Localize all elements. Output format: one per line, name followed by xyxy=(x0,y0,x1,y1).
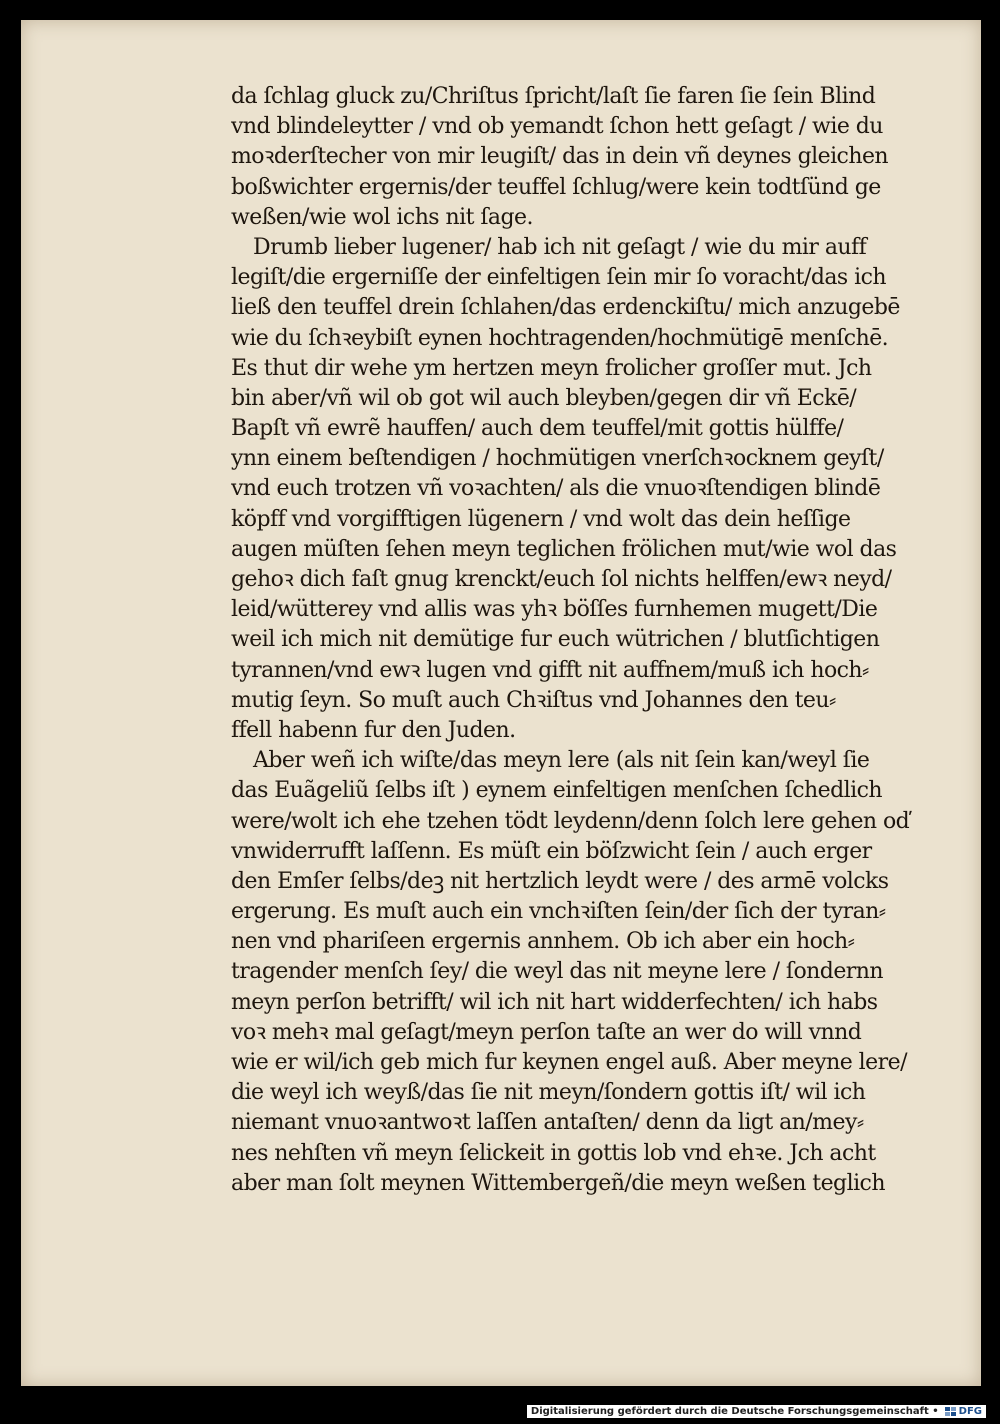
text-line: vnd euch trotzen vñ voꝛachten/ als die vnuoꝛſtendigen blindē xyxy=(231,476,881,502)
text-line: tyrannen/vnd ewꝛ lugen vnd gifft nit auffnem/muß ich hoch⸗ xyxy=(231,657,869,683)
text-line: Es thut dir wehe ym hertzen meyn frolicher groſſer mut. Jch xyxy=(231,355,872,381)
footer-credit-text: Digitalisierung gefördert durch die Deutsche Forschungsgemeinschaft • xyxy=(530,1406,939,1417)
text-line: köpff vnd vorgifftigen lügenern / vnd wolt das dein heſſige xyxy=(231,506,851,532)
text-line: meyn perſon betrifft/ wil ich nit hart widderfechten/ ich habs xyxy=(231,989,878,1015)
text-line: vnwiderrufft laſſenn. Es müſt ein böſzwicht ſein / auch erger xyxy=(231,838,872,864)
text-line: nes nehſten vñ meyn ſelickeit in gottis lob vnd ehꝛe. Jch acht xyxy=(231,1140,876,1166)
text-line: boßwichter ergernis/der teuffel ſchlug/were kein todtſünd ge xyxy=(231,174,881,200)
text-line: ynn einem beſtendigen / hochmütigen vnerſchꝛocknem geyſt/ xyxy=(231,446,884,472)
text-line: tragender menſch ſey/ die weyl das nit meyne lere / ſondernn xyxy=(231,959,883,985)
text-line: den Emſer ſelbs/deꝫ nit hertzlich leydt were / des armē volcks xyxy=(231,868,889,894)
text-line: wie er wil/ich geb mich fur keynen engel auß. Aber meyne lere/ xyxy=(231,1050,907,1075)
text-line: voꝛ mehꝛ mal geſagt/meyn perſon taſte an wer do will vnnd xyxy=(231,1019,862,1045)
text-line: gehoꝛ dich faſt gnug krenckt/euch ſol nichts helffen/ewꝛ neyd/ xyxy=(231,567,892,592)
text-block xyxy=(231,82,931,1199)
text-line: weil ich mich nit demütige fur euch wütrichen / blutſichtigen xyxy=(231,627,880,653)
text-line: wie du ſchꝛeybiſt eynen hochtragenden/hochmütigē menſchē. xyxy=(231,325,889,351)
text-line: augen müſten ſehen meyn teglichen frölichen mut/wie wol das xyxy=(231,536,897,562)
text-line: were/wolt ich ehe tzehen tödt leydenn/denn ſolch lere gehen oď xyxy=(231,808,910,834)
text-line: Bapſt vñ ewrẽ hauffen/ auch dem teuffel/mit gottis hülffe/ xyxy=(231,416,844,442)
text-line: leid/wütterey vnd allis was yhꝛ böſſes furnhemen mugett/Die xyxy=(231,597,878,623)
text-line: aber man ſolt meynen Wittembergeñ/die meyn weßen teglich xyxy=(231,1170,885,1196)
text-line: ergerung. Es muſt auch ein vnchꝛiſten ſein/der ſich der tyran⸗ xyxy=(231,899,886,925)
text-line: nen vnd phariſeen ergernis annhem. Ob ich aber ein hoch⸗ xyxy=(231,929,855,955)
text-line: vnd blindeleytter / vnd ob yemandt ſchon hett geſagt / wie du xyxy=(231,114,883,140)
footer-credit xyxy=(527,1405,986,1418)
text-line: das Euãgeliũ ſelbs iſt ) eynem einfeltigen menſchen ſchedlich xyxy=(231,778,882,804)
text-line: weßen/wie wol ichs nit ſage. xyxy=(231,204,533,230)
text-line: Drumb lieber lugener/ hab ich nit geſagt / wie du mir auff xyxy=(253,234,867,260)
dfg-logo-icon xyxy=(945,1407,957,1417)
dfg-logo-text: DFG xyxy=(958,1406,982,1417)
text-line: Aber weñ ich wiſte/das meyn lere (als nit ſein kan/weyl ſie xyxy=(253,748,870,774)
text-line: die weyl ich weyß/das ſie nit meyn/ſondern gottis iſt/ wil ich xyxy=(231,1080,866,1106)
text-line: bin aber/vñ wil ob got wil auch bleyben/gegen dir vñ Eckē/ xyxy=(231,385,857,411)
text-line: moꝛderſtecher von mir leugiſt/ das in dein vñ deynes gleichen xyxy=(231,144,889,170)
text-line: ließ den teuffel drein ſchlahen/das erdenckiſtu/ mich anzugebē xyxy=(231,295,900,321)
text-line: da ſchlag gluck zu/Chriſtus ſpricht/laſt ſie faren ſie ſein Blind xyxy=(231,84,876,109)
text-line: ffell habenn fur den Juden. xyxy=(231,717,516,743)
book-page xyxy=(21,20,981,1386)
text-line: mutig ſeyn. So muſt auch Chꝛiſtus vnd Johannes den teu⸗ xyxy=(231,687,836,713)
dfg-logo xyxy=(945,1406,982,1417)
text-line: legiſt/die ergerniſſe der einfeltigen ſein mir ſo voracht/das ich xyxy=(231,265,886,291)
text-line: niemant vnuoꝛantwoꝛt laſſen antaſten/ denn da ligt an/mey⸗ xyxy=(231,1110,864,1136)
